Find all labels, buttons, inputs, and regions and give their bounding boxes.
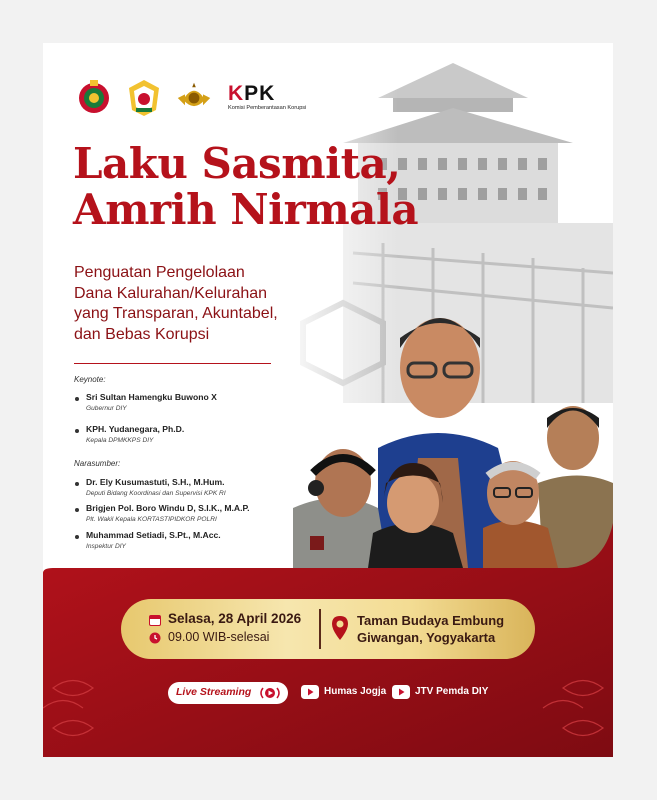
venue-line-2: Giwangan, Yogyakarta: [357, 630, 496, 645]
event-time: 09.00 WIB-selesai: [168, 630, 270, 644]
channel-name: JTV Pemda DIY: [415, 686, 489, 697]
location-pin-icon: [331, 615, 349, 641]
youtube-icon: [392, 685, 410, 699]
speaker-role: Inspektur DIY: [86, 543, 126, 550]
speaker-name: Dr. Ely Kusumastuti, S.H., M.Hum.: [86, 477, 225, 487]
live-streaming-badge: [168, 682, 288, 704]
narasumber-label: Narasumber:: [74, 459, 121, 468]
live-streaming-label: Live Streaming: [176, 686, 252, 698]
event-venue: [357, 612, 504, 646]
subtitle-line: Penguatan Pengelolaan: [74, 264, 245, 281]
clock-icon: [149, 632, 161, 644]
channel-jtv-pemda-diy[interactable]: [392, 685, 502, 701]
title-line-2: Amrih Nirmala: [73, 185, 419, 234]
pill-divider: [319, 609, 321, 649]
youtube-icon: [301, 685, 319, 699]
bullet-icon: [75, 508, 79, 512]
calendar-icon: [149, 614, 161, 626]
kpk-wordmark: KPK: [228, 82, 276, 105]
channel-humas-jogja[interactable]: [301, 685, 391, 701]
broadcast-icon: [258, 685, 282, 701]
kpk-subtitle: Komisi Pemberantasan Korupsi: [228, 105, 307, 111]
subtitle-line: yang Transparan, Akuntabel,: [74, 305, 278, 322]
speaker-name: KPH. Yudanegara, Ph.D.: [86, 424, 185, 434]
speaker-name: Brigjen Pol. Boro Windu D, S.I.K., M.A.P.: [86, 503, 250, 513]
kpk-logo: [228, 84, 306, 112]
event-date: Selasa, 28 April 2026: [168, 611, 302, 626]
venue-line-1: Taman Budaya Embung: [357, 613, 505, 628]
event-poster: [43, 43, 613, 757]
event-title: [73, 141, 418, 233]
speaker-role: Gubernur DIY: [86, 405, 127, 412]
event-info-pill: [121, 599, 535, 659]
regional-emblem-icon: [126, 78, 162, 118]
divider: [74, 363, 271, 364]
bullet-icon: [75, 482, 79, 486]
partner-logos: [76, 76, 306, 120]
channel-name: Humas Jogja: [324, 686, 387, 697]
speaker-role: Kepala DPMKKPS DIY: [86, 437, 154, 444]
speaker-name: Muhammad Setiadi, S.Pt., M.Acc.: [86, 530, 221, 540]
subtitle-line: Dana Kalurahan/Kelurahan: [74, 284, 268, 302]
speaker-role: Deputi Bidang Koordinasi dan Supervisi KPK RI: [86, 490, 226, 497]
speaker-role: Plt. Wakil Kepala KORTASTIPIDKOR POLRI: [86, 516, 217, 523]
title-line-1: Laku Sasmita,: [73, 139, 401, 188]
yogyakarta-crest-icon: [76, 78, 112, 118]
speaker-name: Sri Sultan Hamengku Buwono X: [86, 392, 217, 402]
bullet-icon: [75, 397, 79, 401]
bullet-icon: [75, 429, 79, 433]
subtitle-line: dan Bebas Korupsi: [74, 325, 210, 343]
keynote-label: Keynote:: [74, 375, 106, 384]
police-emblem-icon: [176, 78, 212, 118]
